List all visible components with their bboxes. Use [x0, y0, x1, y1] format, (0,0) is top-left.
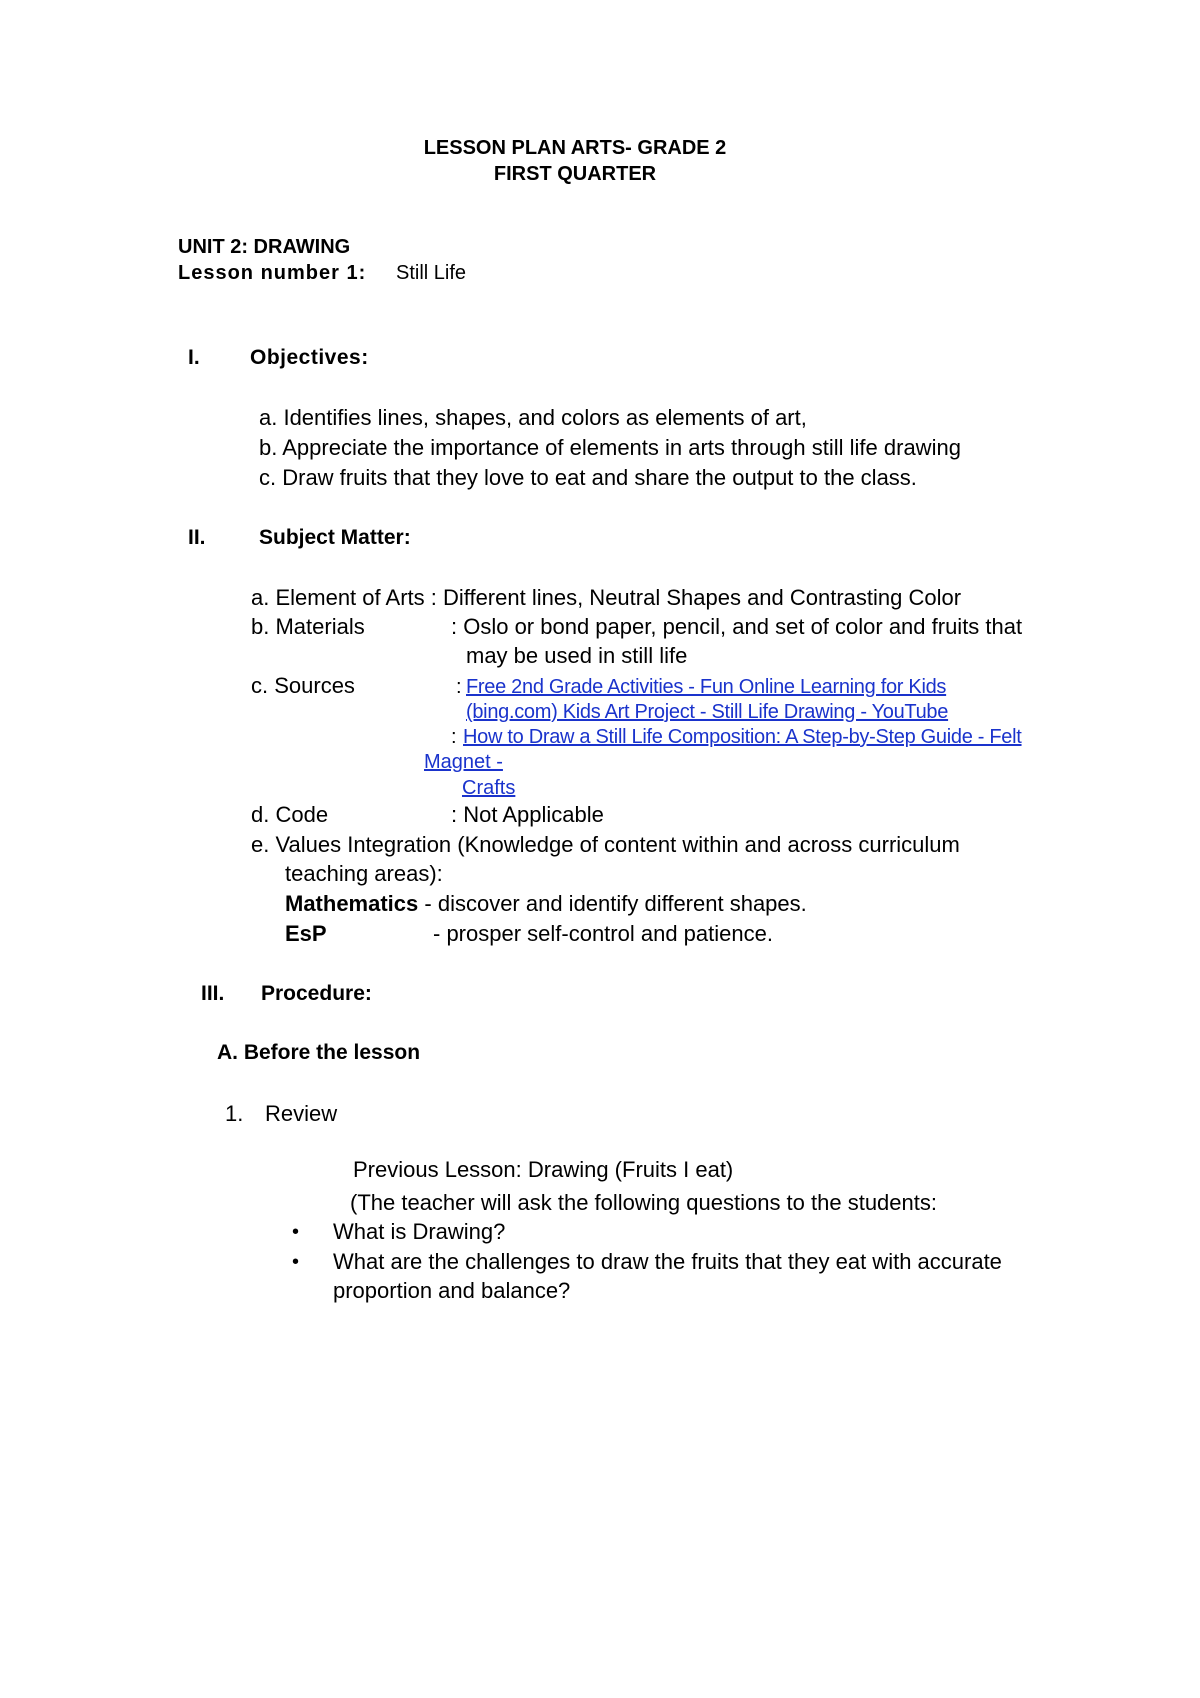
document-title: LESSON PLAN ARTS- GRADE 2 [423, 137, 727, 159]
procedure-heading: Procedure: [261, 982, 372, 1005]
subject-matter-numeral: II. [188, 526, 206, 549]
sources-colon: : [456, 676, 462, 698]
values-integration-cont: teaching areas): [285, 861, 443, 886]
math-value: - discover and identify different shapes. [418, 891, 807, 916]
bullet-icon: • [292, 1221, 300, 1243]
bullet-icon: • [292, 1251, 300, 1273]
materials-value: : Oslo or bond paper, pencil, and set of color and fruits that [451, 614, 1023, 639]
math-label: Mathematics [285, 891, 419, 916]
objectives-numeral: I. [188, 346, 200, 369]
before-lesson-heading: A. Before the lesson [217, 1041, 421, 1064]
step-label-review: Review [265, 1101, 338, 1126]
esp-label: EsP [285, 921, 327, 946]
unit-heading: UNIT 2: DRAWING [178, 236, 351, 258]
source-link-youtube[interactable]: (bing.com) Kids Art Project - Still Life Drawing - YouTube [466, 701, 949, 723]
lesson-number-value: Still Life [396, 262, 467, 284]
objective-item: a. Identifies lines, shapes, and colors as elements of art, [259, 405, 807, 430]
code-value: : Not Applicable [451, 802, 604, 827]
sources-label: c. Sources [251, 673, 355, 698]
subject-matter-heading: Subject Matter: [259, 526, 411, 549]
procedure-numeral: III. [201, 982, 225, 1005]
document-quarter: FIRST QUARTER [493, 163, 657, 185]
review-question: What is Drawing? [333, 1219, 506, 1244]
materials-label: b. Materials [251, 614, 365, 639]
esp-value: - prosper self-control and patience. [433, 921, 773, 946]
source-link-crafts[interactable]: Crafts [462, 777, 516, 799]
math-integration [285, 891, 807, 917]
lesson-number-label: Lesson number 1: [178, 262, 367, 284]
sources-colon: : [451, 726, 457, 748]
materials-value-cont: may be used in still life [466, 643, 688, 668]
objective-item: c. Draw fruits that they love to eat and share the output to the class. [259, 465, 917, 490]
previous-lesson: Previous Lesson: Drawing (Fruits I eat) [353, 1157, 734, 1182]
code-label: d. Code [251, 802, 329, 827]
element-of-arts: a. Element of Arts : Different lines, Neutral Shapes and Contrasting Color [251, 585, 962, 610]
objective-item: b. Appreciate the importance of elements in arts through still life drawing [259, 435, 961, 460]
review-question-cont: proportion and balance? [333, 1278, 571, 1303]
review-question: What are the challenges to draw the fruits that they eat with accurate [333, 1249, 1002, 1274]
objectives-heading: Objectives: [250, 346, 369, 369]
values-integration: e. Values Integration (Knowledge of content within and across curriculum [251, 832, 960, 857]
step-number: 1. [225, 1101, 244, 1126]
source-link-feltmagnet[interactable]: How to Draw a Still Life Composition: A Step-by-Step Guide - Felt [463, 726, 1022, 748]
teacher-note: (The teacher will ask the following questions to the students: [350, 1190, 937, 1215]
source-link-feltmagnet-cont[interactable]: Magnet - [424, 751, 503, 773]
source-link-bing[interactable]: Free 2nd Grade Activities - Fun Online Learning for Kids [466, 676, 947, 698]
